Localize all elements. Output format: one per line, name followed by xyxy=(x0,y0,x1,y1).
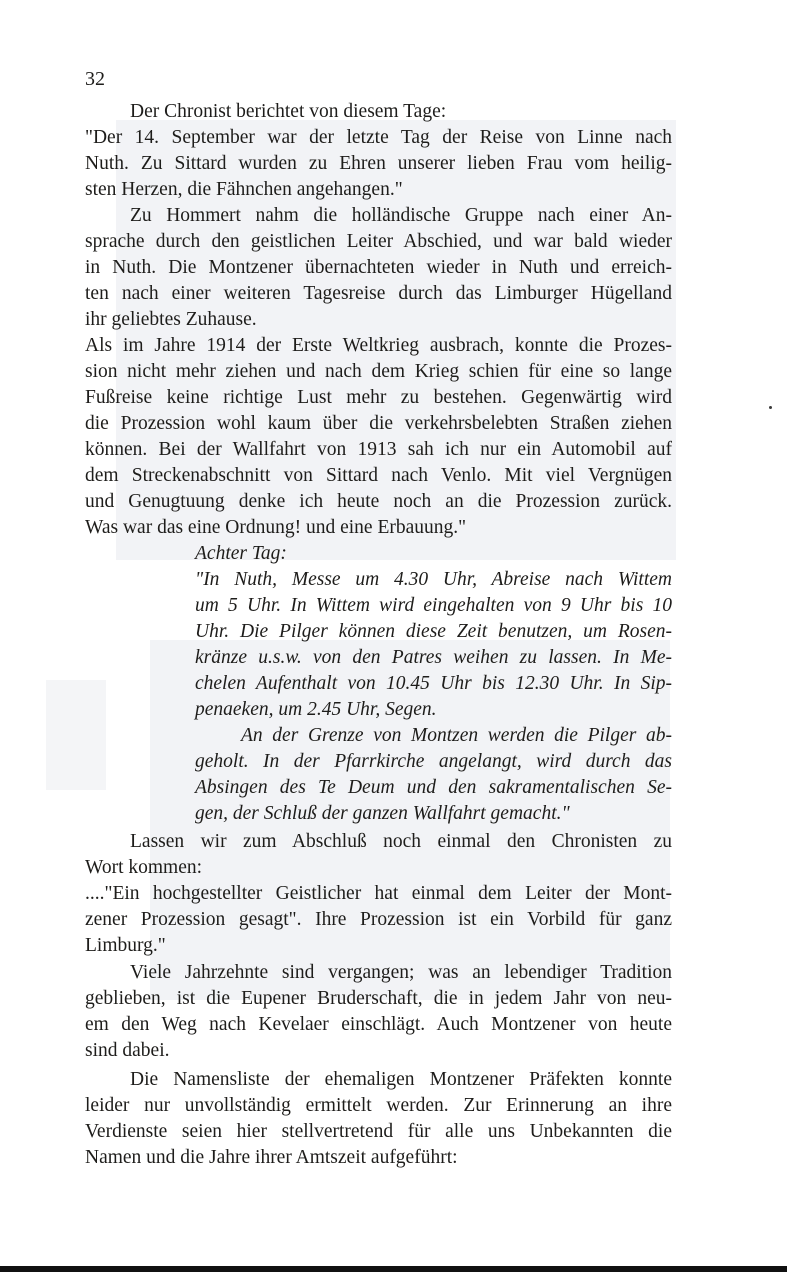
page-number: 32 xyxy=(85,68,105,90)
quote-line: kränze u.s.w. von den Patres weihen zu lassen. In Me- xyxy=(195,647,672,668)
text-line: Viele Jahrzehnte sind vergangen; was an lebendiger Tradition xyxy=(130,962,672,983)
show-through-shading xyxy=(46,680,106,790)
quote-line: um 5 Uhr. In Wittem wird eingehalten von 9 Uhr bis 10 xyxy=(195,595,672,616)
text-line: Lassen wir zum Abschluß noch einmal den Chronisten zu xyxy=(130,831,672,852)
text-line: und Genugtuung denke ich heute noch an die Prozession zurück. xyxy=(85,491,672,512)
text-line: Limburg." xyxy=(85,935,166,956)
text-line: "Der 14. September war der letzte Tag der Reise von Linne nach xyxy=(85,127,672,148)
quote-line: gen, der Schluß der ganzen Wallfahrt gemacht." xyxy=(195,803,570,824)
text-line: sind dabei. xyxy=(85,1040,170,1061)
text-line: Die Namensliste der ehemaligen Montzener Präfekten konnte xyxy=(130,1069,672,1090)
text-line: Als im Jahre 1914 der Erste Weltkrieg ausbrach, konnte die Prozes- xyxy=(85,335,672,356)
text-line: Was war das eine Ordnung! und eine Erbauung." xyxy=(85,517,467,538)
text-line: in Nuth. Die Montzener übernachteten wieder in Nuth und erreich- xyxy=(85,257,672,278)
quote-line: Uhr. Die Pilger können diese Zeit benutzen, um Rosen- xyxy=(195,621,672,642)
text-line: ten nach einer weiteren Tagesreise durch das Limburger Hügelland xyxy=(85,283,672,304)
text-line: Fußreise keine richtige Lust mehr zu bestehen. Gegenwärtig wird xyxy=(85,387,672,408)
quote-line: An der Grenze von Montzen werden die Pilger ab- xyxy=(241,725,672,746)
text-line: ihr geliebtes Zuhause. xyxy=(85,309,257,330)
text-line: Der Chronist berichtet von diesem Tage: xyxy=(130,101,447,122)
quote-line: Absingen des Te Deum und den sakramentalischen Se- xyxy=(195,777,672,798)
quote-line: "In Nuth, Messe um 4.30 Uhr, Abreise nach Wittem xyxy=(195,569,672,590)
stray-mark xyxy=(769,406,772,409)
text-line: leider nur unvollständig ermittelt werden. Zur Erinnerung an ihre xyxy=(85,1095,672,1116)
text-line: sten Herzen, die Fähnchen angehangen." xyxy=(85,179,403,200)
text-line: em den Weg nach Kevelaer einschlägt. Auch Montzener von heute xyxy=(85,1014,672,1035)
quote-heading: Achter Tag: xyxy=(195,543,287,564)
scan-edge-rule xyxy=(0,1266,787,1272)
text-line: ...."Ein hochgestellter Geistlicher hat einmal dem Leiter der Mont- xyxy=(85,883,672,904)
text-line: zener Prozession gesagt". Ihre Prozession ist ein Vorbild für ganz xyxy=(85,909,672,930)
quote-line: penaeken, um 2.45 Uhr, Segen. xyxy=(195,699,437,720)
text-line: geblieben, ist die Eupener Bruderschaft, die in jedem Jahr von neu- xyxy=(85,988,672,1009)
text-line: können. Bei der Wallfahrt von 1913 sah ich nur ein Automobil auf xyxy=(85,439,672,460)
text-line: Verdienste seien hier stellvertretend für alle uns Unbekannten die xyxy=(85,1121,672,1142)
text-line: Namen und die Jahre ihrer Amtszeit aufgeführt: xyxy=(85,1147,458,1168)
text-line: Wort kommen: xyxy=(85,857,203,878)
text-line: Zu Hommert nahm die holländische Gruppe nach einer An- xyxy=(130,205,672,226)
text-line: die Prozession wohl kaum über die verkehrsbelebten Straßen ziehen xyxy=(85,413,672,434)
quote-line: chelen Aufenthalt von 10.45 Uhr bis 12.30 Uhr. In Sip- xyxy=(195,673,672,694)
text-line: sion nicht mehr ziehen und nach dem Krieg schien für eine so lange xyxy=(85,361,672,382)
text-line: sprache durch den geistlichen Leiter Abschied, und war bald wieder xyxy=(85,231,672,252)
text-line: Nuth. Zu Sittard wurden zu Ehren unserer lieben Frau vom heilig- xyxy=(85,153,672,174)
text-line: dem Streckenabschnitt von Sittard nach Venlo. Mit viel Vergnügen xyxy=(85,465,672,486)
quote-line: geholt. In der Pfarrkirche angelangt, wird durch das xyxy=(195,751,672,772)
